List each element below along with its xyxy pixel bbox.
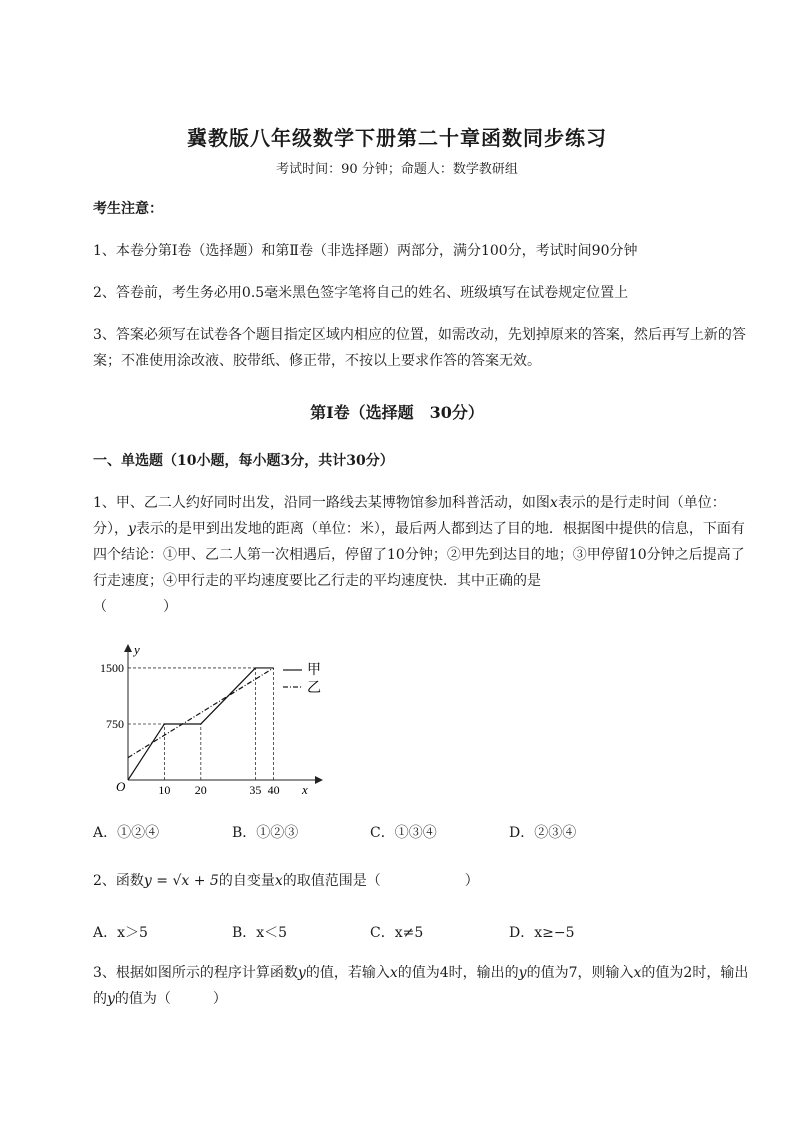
x-tick-label-40: 40 — [267, 783, 280, 797]
question-3-text: 3、根据如图所示的程序计算函数y的值，若输入x的值为4时，输出的y的值为7，则输入x的值为2时，输出的y的值为（ ） — [93, 965, 749, 1007]
section-title: 第Ⅰ卷（选择题 30分） — [310, 403, 484, 422]
y-axis-label: y — [134, 642, 140, 657]
y-axis-arrow — [124, 644, 132, 652]
legend-label-jia: 甲 — [307, 663, 321, 678]
x-tick-label-20: 20 — [194, 783, 207, 797]
q1-option-d[interactable]: D．②③④ — [509, 825, 577, 841]
question-1-graph — [90, 640, 350, 805]
q1-option-b[interactable]: B．①②③ — [232, 825, 299, 841]
notice-item-2: 2、答卷前，考生务必用0.5毫米黑色签字笔将自己的姓名、班级填写在试卷规定位置上 — [93, 285, 629, 301]
q1-option-c[interactable]: C．①③④ — [370, 825, 437, 841]
q2-option-a[interactable]: A．x＞5 — [93, 925, 148, 941]
q2-option-c[interactable]: C．x≠5 — [370, 925, 424, 941]
y-tick-label-750: 750 — [106, 716, 124, 731]
notice-heading: 考生注意： — [93, 201, 163, 217]
page-subtitle: 考试时间：90 分钟；命题人：数学教研组 — [276, 162, 518, 177]
q2-formula: y = √x + 5 — [143, 873, 219, 889]
x-tick-label-35: 35 — [249, 783, 262, 797]
q1-option-a[interactable]: A．①②④ — [93, 825, 160, 841]
x-axis-label: x — [302, 782, 308, 797]
question-2-text: 2、函数y = √x + 5的自变量x的取值范围是（ ） — [93, 873, 479, 889]
q2-option-b[interactable]: B．x＜5 — [232, 925, 288, 941]
q2-option-d[interactable]: D．x≥−5 — [509, 925, 575, 941]
notice-item-3: 3、答案必须写在试卷各个题目指定区域内相应的位置，如需改动，先划掉原来的答案，然后再写上新的答案；不准使用涂改液、胶带纸、修正带，不按以上要求作答的答案无效。 — [93, 327, 746, 369]
part-heading: 一、单选题（10小题，每小题3分，共计30分） — [93, 453, 394, 469]
x-axis-arrow — [315, 776, 323, 784]
question-1-text: 1、甲、乙二人约好同时出发，沿同一路线去某博物馆参加科普活动，如图x表示的是行走时间（单位：分），y表示的是甲到出发地的距离（单位：米），最后两人都到达了目的地．根据图中提供的信息，下面有四个结论：①甲、乙二人第一次相遇后，停留了10分钟；②甲先到达目的地；③甲停留10分钟之后提高了行走速度；④甲行走的平均速度要比乙行走的平均速度快．其中正确的是 （ ） — [93, 495, 745, 615]
x-tick-label-10: 10 — [158, 783, 171, 797]
origin-label: O — [116, 779, 126, 794]
y-tick-label-1500: 1500 — [100, 660, 124, 675]
legend-label-yi: 乙 — [307, 681, 321, 696]
page-title: 冀教版八年级数学下册第二十章函数同步练习 — [187, 126, 607, 150]
tick-labels — [100, 661, 280, 797]
notice-item-1: 1、本卷分第Ⅰ卷（选择题）和第Ⅱ卷（非选择题）两部分，满分100分，考试时间90分钟 — [93, 243, 638, 259]
